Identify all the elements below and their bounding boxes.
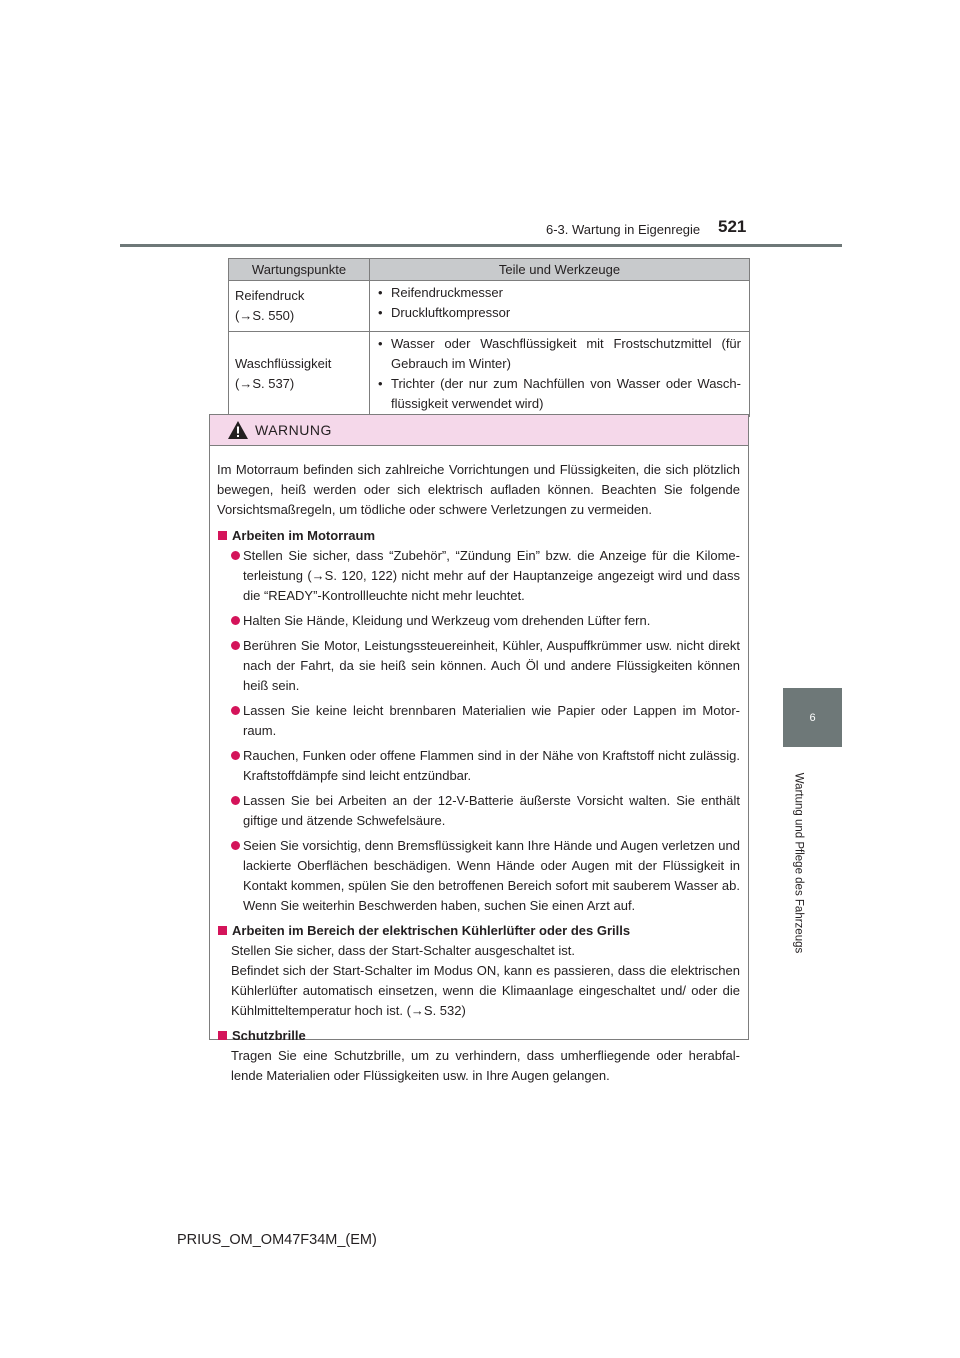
chapter-title: Wartung und Pflege des Fahrzeugs [792,772,804,953]
circle-bullet-icon [231,841,240,850]
warning-intro: Im Motorraum befinden sich zahlreiche Vorrichtungen und Flüssigkeiten, die sich plötzlich bewegen, heiß werden oder sich elektrisch aufladen können. Beachten Sie folgende Vorsichtsmaßregeln, um tödliche oder schwere Verletzungen zu vermeiden. [217,462,740,517]
item-text: Stellen Sie sicher, dass “Zubehör”, “Zündung Ein” bzw. die Anzeige für die Kilometerleistung (→S. 120, 122) nicht mehr auf der Hauptanzeige angezeigt wird und dass die “READY”-Kontrollleuchte nicht mehr leuchtet. [243,548,740,603]
circle-bullet-icon [231,551,240,560]
table-row [229,281,750,332]
table-cell-item [229,281,370,332]
tools-list [377,283,741,323]
document-code: PRIUS_OM_OM47F34M_(EM) [177,1232,377,1248]
section-radiator-fan [217,921,740,1021]
square-bullet-icon [218,926,227,935]
warning-title: WARNUNG [255,422,332,438]
table-row [229,332,750,417]
section-heading [217,1026,740,1046]
list-item: • Trichter (der nur zum Nachfüllen von Wasser oder Waschflüssigkeit verwendet wird) [377,374,741,414]
item-text: Rauchen, Funken oder offene Flammen sind in der Nähe von Kraftstoff nicht zulässig. Kraftstoffdämpfe sind leicht entzündbar. [243,748,740,783]
circle-bullet-icon [231,796,240,805]
table-header-parts-tools: Teile und Werkzeuge [370,259,750,281]
list-item [217,836,740,916]
header-divider [120,244,842,247]
section-heading [217,921,740,941]
list-item: • Druckluftkompressor [377,303,741,323]
square-bullet-icon [218,1031,227,1040]
paragraph: Tragen Sie eine Schutzbrille, um zu verhindern, dass umherfliegende oder herabfallende Materialien oder Flüssigkeiten usw. in Ihre Augen gelangen. [231,1048,740,1083]
table-cell-tools [370,281,750,332]
paragraph: Befindet sich der Start-Schalter im Modus ON, kann es passieren, dass die elektrischen Kühlerlüfter automatisch einsetzen, wenn die Klimaanlage eingeschaltet und/ oder die Kühlmitteltemperatur hoch ist. (→S. 532) [231,963,740,1018]
section-heading-text: Arbeiten im Motorraum [232,528,376,543]
circle-bullet-icon [231,751,240,760]
page-number: 521 [718,217,747,236]
table-header-row [229,259,750,281]
table-cell-tools [370,332,750,417]
circle-bullet-icon [231,706,240,715]
section-engine-compartment [217,526,740,916]
warning-triangle-icon [227,420,249,440]
circle-bullet-icon [231,616,240,625]
list-item: • Reifendruckmesser [377,283,741,303]
table-cell-item [229,332,370,417]
page-reference: (→S. 537) [235,376,295,391]
section-heading-text: Arbeiten im Bereich der elektrischen Kühlerlüfter oder des Grills [232,923,631,938]
section-heading-text: Schutzbrille [232,1028,306,1043]
section-safety-glasses [217,1026,740,1086]
page-reference: (→S. 550) [235,308,295,323]
warning-header [210,415,748,446]
table-header-maintenance-item: Wartungspunkte [229,259,370,281]
section-text [217,941,740,1021]
section-heading [217,526,740,546]
chapter-tab [783,688,842,747]
item-text: Lassen Sie bei Arbeiten an der 12-V-Batterie äußerste Vorsicht walten. Sie enthält giftige und ätzende Schwefelsäure. [243,793,740,828]
item-name: Waschflüssigkeit [235,356,332,371]
maintenance-table [228,258,750,417]
list-item [217,791,740,831]
square-bullet-icon [218,531,227,540]
item-name: Reifendruck [235,288,305,303]
circle-bullet-icon [231,641,240,650]
paragraph: Stellen Sie sicher, dass der Start-Schalter ausgeschaltet ist. [231,943,575,958]
item-text: Seien Sie vorsichtig, denn Bremsflüssigkeit kann Ihre Hände und Augen verletzen und lackierte Oberflächen beschädigen. Wenn Hände oder Augen mit der Flüssigkeit in Kontakt kommen, spülen Sie den betroffenen Bereich sofort mit sauberem Wasser ab. Wenn Sie weiterhin Beschwerden haben, suchen Sie einen Arzt auf. [243,838,740,913]
chapter-number: 6 [809,711,816,724]
item-text: Halten Sie Hände, Kleidung und Werkzeug vom drehenden Lüfter fern. [243,613,651,628]
list-item [217,701,740,741]
section-text [217,1046,740,1086]
list-item [217,636,740,696]
item-text: Lassen Sie keine leicht brennbaren Materialien wie Papier oder Lappen im Motorraum. [243,703,740,738]
warning-box [209,414,749,1083]
tools-list [377,334,741,414]
list-item: • Wasser oder Waschflüssigkeit mit Frostschutzmittel (für Gebrauch im Winter) [377,334,741,374]
list-item [217,546,740,606]
item-text: Berühren Sie Motor, Leistungssteuereinheit, Kühler, Auspuffkrümmer usw. nicht direkt nach der Fahrt, da sie heiß sein können. Auch Öl und andere Flüssigkeiten können heiß sein. [243,638,740,693]
chapter-side-title [788,760,808,965]
warning-body [210,446,748,1086]
running-header-section: 6-3. Wartung in Eigenregie [546,222,701,237]
list-item [217,746,740,786]
list-item [217,611,740,631]
